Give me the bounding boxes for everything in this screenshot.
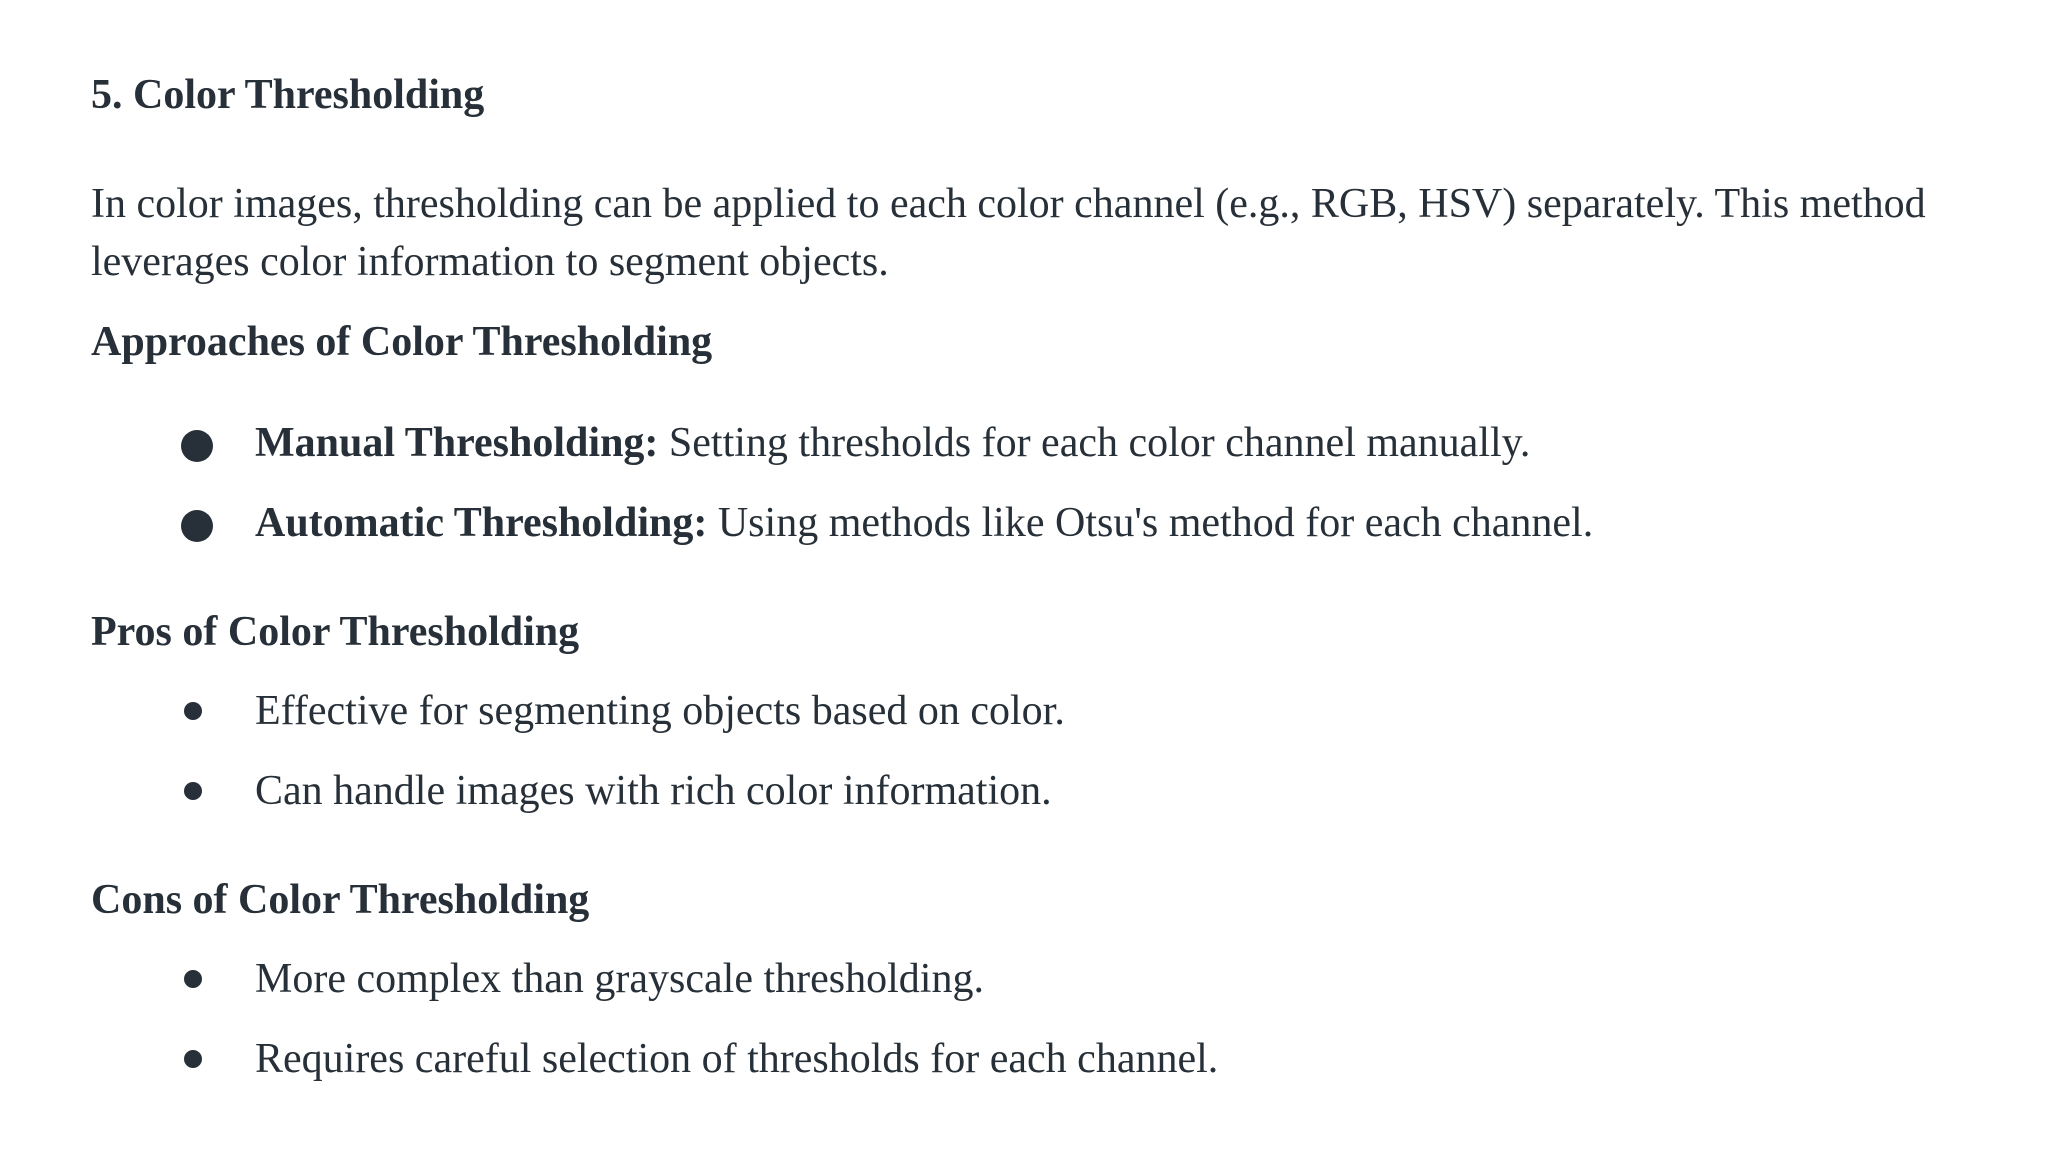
bullet-icon — [184, 782, 202, 800]
list-item-term: Manual Thresholding: — [255, 420, 659, 466]
pros-heading: Pros of Color Thresholding — [91, 609, 580, 655]
list-item-automatic-thresholding — [255, 498, 1593, 548]
bullet-icon — [181, 510, 213, 542]
intro-paragraph: In color images, thresholding can be applied to each color channel (e.g., RGB, HSV) separately. This method leverages color information to segment objects. — [91, 181, 1926, 285]
list-item: Can handle images with rich color information. — [255, 768, 1052, 814]
list-item: Effective for segmenting objects based on color. — [255, 688, 1065, 734]
bullet-icon — [184, 970, 202, 988]
section-title: 5. Color Thresholding — [91, 72, 485, 118]
list-item-manual-thresholding — [255, 418, 1530, 468]
cons-heading: Cons of Color Thresholding — [91, 877, 590, 923]
list-item: More complex than grayscale thresholding. — [255, 956, 984, 1002]
list-item-text: Setting thresholds for each color channel manually. — [658, 420, 1531, 466]
approaches-heading: Approaches of Color Thresholding — [91, 319, 713, 365]
list-item: Requires careful selection of thresholds for each channel. — [255, 1036, 1219, 1082]
list-item-term: Automatic Thresholding: — [255, 500, 708, 546]
list-item-text: Using methods like Otsu's method for each channel. — [707, 500, 1594, 546]
bullet-icon — [181, 430, 213, 462]
bullet-icon — [184, 702, 202, 720]
bullet-icon — [184, 1050, 202, 1068]
